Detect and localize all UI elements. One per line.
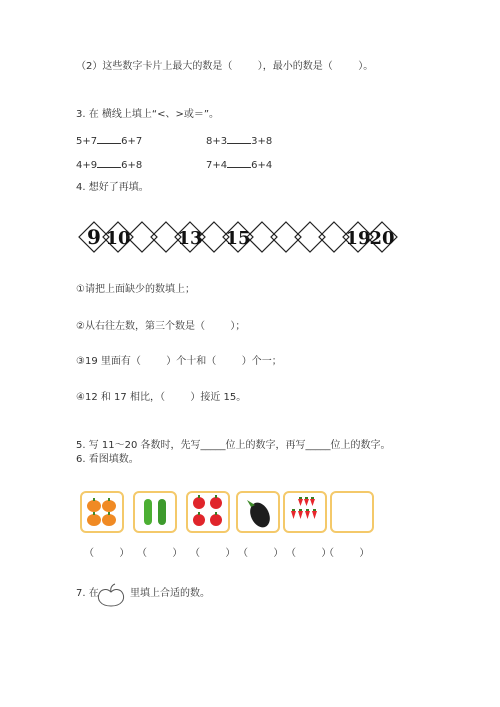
pumpkins-box: [80, 491, 124, 533]
q4-item-1: ①请把上面缺少的数填上；: [76, 284, 195, 295]
answer-paren-3[interactable]: （ ）: [190, 548, 236, 559]
strawberries-box: [283, 491, 327, 533]
q3-expr: 8+3: [206, 136, 228, 147]
q3-row1-right: [206, 134, 272, 147]
q5-question: 5. 写 11～20 各数时，先写_____位上的数字，再写_____位上的数字。: [76, 440, 391, 451]
answer-paren-4[interactable]: （ ）: [238, 548, 284, 559]
q3-expr: 7+4: [206, 160, 228, 171]
q3-expr: 4+9: [76, 160, 98, 171]
answer-paren-2[interactable]: （ ）: [137, 548, 183, 559]
number-diamond[interactable]: [271, 222, 301, 252]
answer-blank[interactable]: [227, 158, 251, 168]
apples-box: [186, 491, 230, 533]
q3-expr: 6+8: [121, 160, 143, 171]
q3-expr: 6+4: [251, 160, 273, 171]
number-diamond-chain: [78, 212, 395, 262]
q4-item-3: ③19 里面有（ ）个十和（ ）个一；: [76, 356, 282, 367]
answer-blank[interactable]: [227, 134, 251, 144]
diamond-number: 20: [369, 228, 395, 249]
q3-row2-left: [76, 158, 142, 171]
q3-expr: 6+7: [121, 136, 143, 147]
q3-expr: 5+7: [76, 136, 98, 147]
empty-box[interactable]: [330, 491, 374, 533]
diamond-number: 19: [345, 228, 371, 249]
q7-suffix: 里填上合适的数。: [130, 588, 210, 599]
cucumber-icon: [135, 493, 175, 531]
q4-item-2: ②从右往左数，第三个数是（ ）；: [76, 321, 246, 332]
diamond-number: 15: [225, 228, 251, 249]
q2-subquestion: （2）这些数字卡片上最大的数是（ ），最小的数是（ ）。: [76, 61, 374, 72]
peach-icon[interactable]: [94, 582, 128, 608]
number-diamond[interactable]: [295, 222, 325, 252]
diamond-number: 10: [105, 228, 131, 249]
q3-expr: 3+8: [251, 136, 273, 147]
strawberry-icon: [285, 493, 325, 531]
q6-title: 6. 看图填数。: [76, 454, 139, 465]
eggplant-box: [236, 491, 280, 533]
answer-paren-6[interactable]: （ ）: [324, 548, 370, 559]
q3-title: 3. 在 横线上填上“<、>或＝”。: [76, 109, 220, 120]
answer-paren-5[interactable]: （ ）: [286, 548, 332, 559]
pumpkin-icon: [82, 493, 122, 531]
q3-row1-left: [76, 134, 142, 147]
eggplant-icon: [238, 493, 278, 531]
diamond-number: 9: [87, 225, 101, 249]
answer-blank[interactable]: [97, 134, 121, 144]
q3-row2-right: [206, 158, 272, 171]
number-diamond[interactable]: [127, 222, 157, 252]
q7-prefix: 7. 在: [76, 588, 99, 599]
q4-item-4: ④12 和 17 相比，（ ）接近 15。: [76, 392, 247, 403]
apple-icon: [188, 493, 228, 531]
diamond-number: 13: [177, 228, 203, 249]
q4-title: 4. 想好了再填。: [76, 182, 149, 193]
cucumbers-box: [133, 491, 177, 533]
answer-blank[interactable]: [97, 158, 121, 168]
answer-paren-1[interactable]: （ ）: [84, 548, 130, 559]
number-diamond[interactable]: [247, 222, 277, 252]
